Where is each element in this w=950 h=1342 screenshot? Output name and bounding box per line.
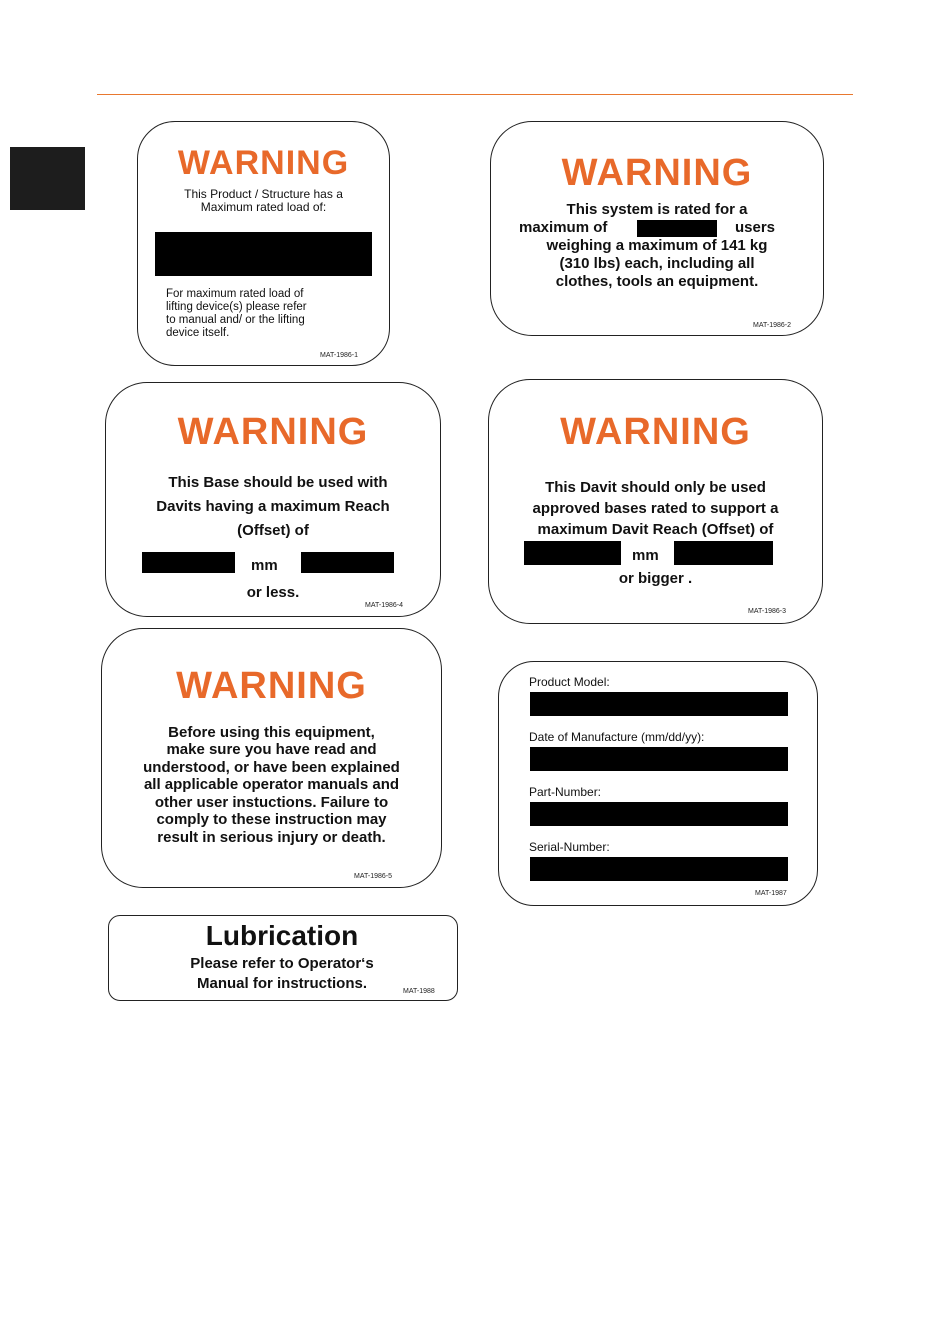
field-label-part-number: Part-Number:	[529, 785, 602, 799]
unit-label: mm	[251, 557, 278, 574]
label-text: device itself.	[166, 327, 230, 339]
warning-title: WARNING	[561, 152, 753, 194]
label-text: maximum Davit Reach (Offset) of	[537, 521, 774, 538]
label-text: weighing a maximum of 141 kg	[546, 237, 768, 254]
label-text: users	[735, 219, 776, 236]
label-text: result in serious injury or death.	[157, 829, 386, 846]
redacted-field	[637, 220, 717, 237]
redacted-field	[530, 747, 788, 771]
redacted-field	[155, 232, 372, 276]
label-code: MAT-1986-5	[354, 873, 392, 880]
label-text: comply to these instruction may	[156, 811, 387, 828]
label-text: (Offset) of	[237, 522, 309, 539]
warning-label-base-reach	[105, 382, 441, 617]
product-info-label	[498, 661, 818, 906]
warning-label-read-manuals	[101, 628, 442, 888]
lubrication-title: Lubrication	[205, 920, 359, 951]
field-label-date: Date of Manufacture (mm/dd/yy):	[529, 730, 705, 744]
label-text: This Base should be used with	[168, 474, 388, 491]
label-text: This Product / Structure has a	[184, 187, 343, 201]
label-text: approved bases rated to support a	[532, 500, 779, 517]
label-text: or less.	[246, 584, 300, 601]
label-text: This Davit should only be used	[545, 479, 766, 496]
redacted-field	[530, 857, 788, 881]
label-text: understood, or have been explained	[143, 759, 400, 776]
label-text: Before using this equipment,	[168, 724, 375, 741]
label-code: MAT-1986-1	[320, 352, 358, 359]
section-tab	[10, 147, 85, 210]
label-text: (310 lbs) each, including all	[559, 255, 755, 272]
label-text: to manual and/ or the lifting	[166, 314, 305, 326]
header-rule	[97, 94, 853, 95]
field-label-serial-number: Serial-Number:	[529, 840, 610, 854]
redacted-field	[524, 541, 621, 565]
label-text: For maximum rated load of	[166, 288, 304, 300]
warning-title: WARNING	[176, 665, 367, 707]
label-code: MAT-1986-4	[365, 602, 403, 609]
field-label-product-model: Product Model:	[529, 675, 610, 689]
lubrication-label	[108, 915, 458, 1001]
label-code: MAT-1987	[755, 890, 787, 897]
label-text: maximum of	[519, 219, 608, 236]
label-text: lifting device(s) please refer	[166, 301, 307, 313]
label-text: This system is rated for a	[566, 201, 748, 218]
label-text: clothes, tools an equipment.	[555, 273, 759, 290]
label-code: MAT-1988	[403, 988, 435, 995]
redacted-field	[530, 802, 788, 826]
redacted-field	[301, 552, 394, 573]
label-text: all applicable operator manuals and	[143, 776, 400, 793]
warning-title: WARNING	[177, 411, 369, 453]
label-text: or bigger .	[618, 570, 693, 587]
warning-label-max-load	[137, 121, 390, 366]
label-text: Manual for instructions.	[196, 975, 367, 992]
redacted-field	[142, 552, 235, 573]
warning-label-davit-reach	[488, 379, 823, 624]
redacted-field	[674, 541, 773, 565]
warning-title: WARNING	[560, 411, 751, 453]
label-code: MAT-1986-3	[748, 608, 786, 615]
unit-label: mm	[632, 547, 659, 564]
label-text: Please refer to Operator‘s	[190, 955, 374, 972]
label-text: make sure you have read and	[166, 741, 377, 758]
label-text: Maximum rated load of:	[200, 200, 327, 214]
warning-title: WARNING	[177, 144, 350, 182]
label-code: MAT-1986-2	[753, 322, 791, 329]
label-text: Davits having a maximum Reach	[156, 498, 390, 515]
label-text: other user instuctions. Failure to	[154, 794, 389, 811]
redacted-field	[530, 692, 788, 716]
warning-label-user-capacity	[490, 121, 824, 336]
